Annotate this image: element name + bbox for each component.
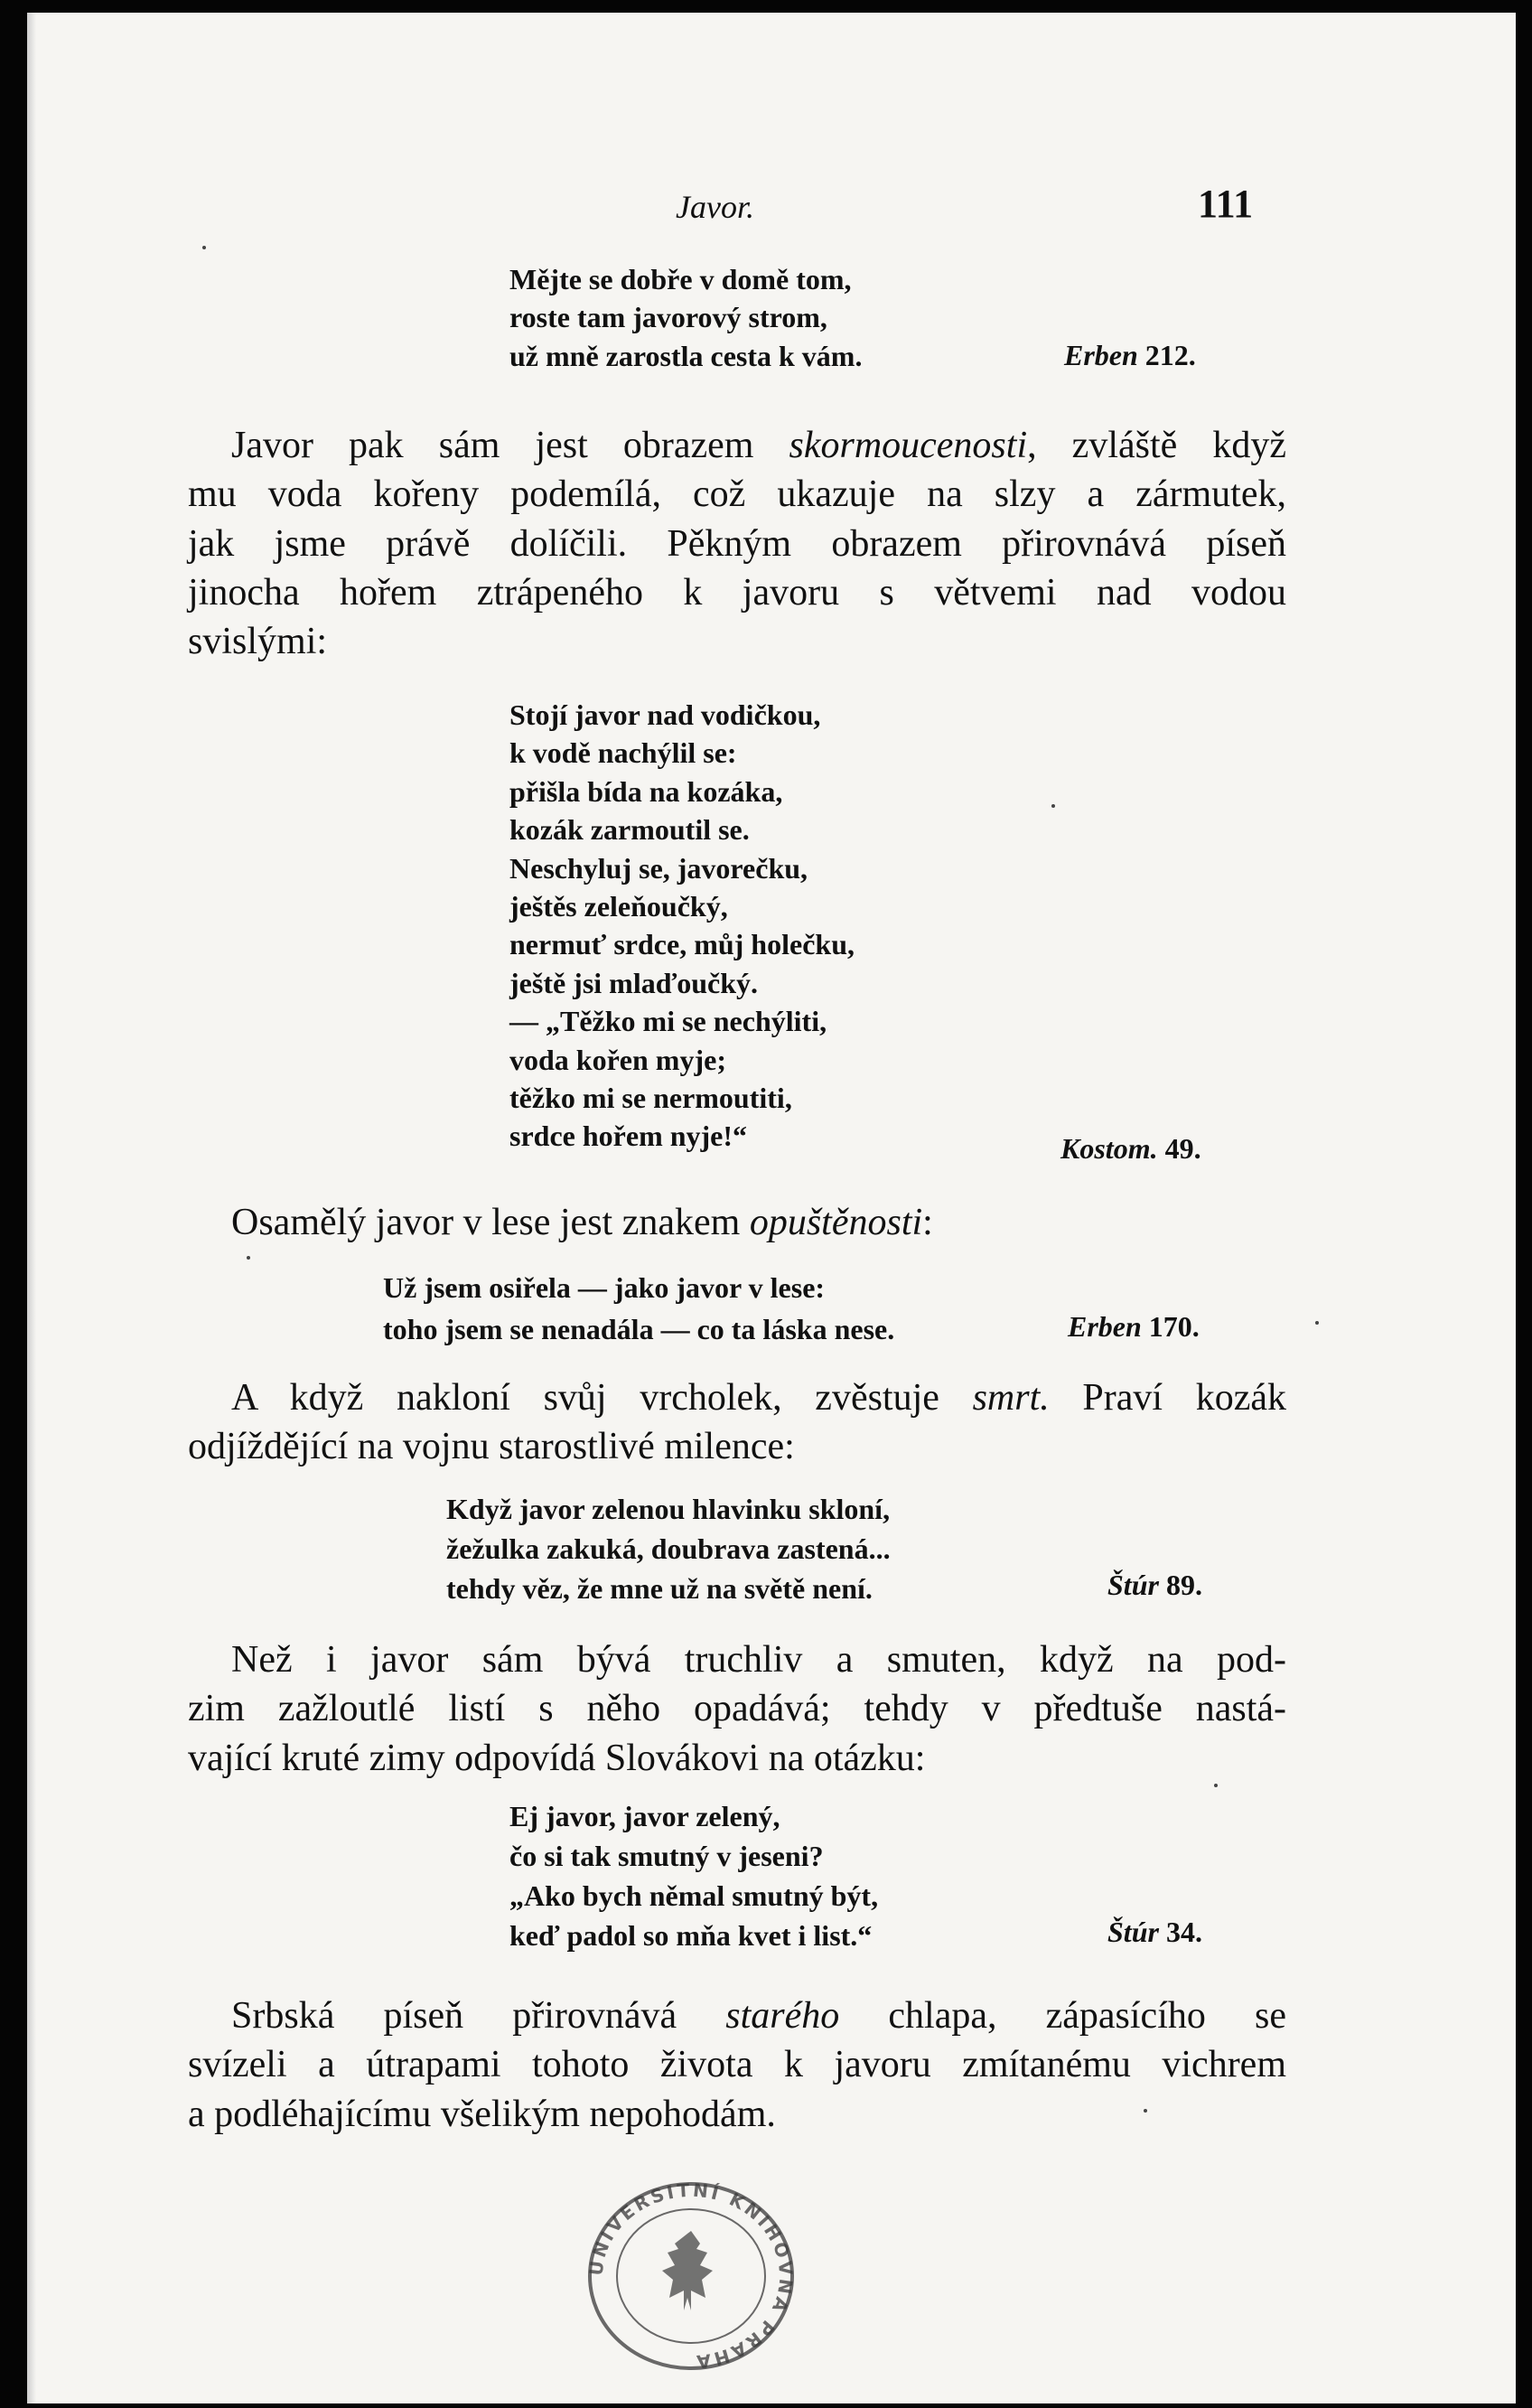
paragraph bbox=[188, 1373, 1286, 1472]
source-author: Štúr bbox=[1107, 1916, 1159, 1948]
page-number: 111 bbox=[1198, 182, 1254, 226]
verse-line: Už jsem osiřela — jako javor v lese: bbox=[383, 1271, 826, 1304]
verse-source bbox=[1068, 1310, 1200, 1344]
paragraph bbox=[188, 1198, 1286, 1247]
verse-line: Mějte se dobře v domě tom, bbox=[509, 263, 852, 295]
paragraph-line: Osamělý javor v lese jest znakem opuštěnosti: bbox=[231, 1202, 933, 1243]
library-stamp bbox=[578, 2177, 804, 2375]
paragraph-line: jinocha hořem ztrápeného k javoru s větvemi nad vodou bbox=[188, 571, 1286, 614]
paragraph-line: Javor pak sám jest obrazem skormoucenosti, zvláště když bbox=[231, 425, 1286, 466]
book-page bbox=[27, 13, 1516, 2403]
emphasis: starého bbox=[725, 1995, 840, 2037]
paragraph-line: svízeli a útrapami tohoto života k javoru zmítanému vichrem bbox=[188, 2044, 1286, 2086]
paragraph bbox=[188, 1991, 1286, 2139]
source-number: 89. bbox=[1165, 1569, 1202, 1601]
running-header bbox=[27, 181, 1516, 235]
verse-line: ještě jsi mlaďoučký. bbox=[509, 966, 758, 999]
page-edge-shadow bbox=[27, 13, 36, 2403]
scan-speck bbox=[1214, 1784, 1218, 1787]
scan-speck bbox=[1051, 804, 1055, 808]
verse-source bbox=[1060, 1132, 1201, 1166]
verse-source bbox=[1107, 1569, 1202, 1602]
verse-line: nermuť srdce, můj holečku, bbox=[509, 928, 855, 961]
paragraph-line: Srbská píseň přirovnává starého chlapa, zápasícího se bbox=[231, 1995, 1286, 2037]
source-number: 212. bbox=[1144, 339, 1196, 371]
scan-speck bbox=[1315, 1321, 1319, 1325]
paragraph-line: Než i javor sám bývá truchliv a smuten, když na pod- bbox=[231, 1639, 1286, 1681]
paragraph-line: svislými: bbox=[188, 621, 328, 663]
verse-block bbox=[509, 696, 855, 1156]
source-author: Erben bbox=[1064, 339, 1138, 371]
verse-line: keď padol so mňa kvet i list.“ bbox=[509, 1919, 873, 1952]
verse-line: srdce hořem nyje!“ bbox=[509, 1120, 748, 1153]
source-author: Erben bbox=[1068, 1310, 1142, 1343]
eagle-emblem-icon bbox=[662, 2231, 713, 2310]
paragraph-line: odjíždějící na vojnu starostlivé milence: bbox=[188, 1426, 795, 1468]
emphasis: skormoucenosti bbox=[789, 425, 1028, 466]
verse-line: „Ako bych němal smutný být, bbox=[509, 1879, 879, 1912]
source-number: 49. bbox=[1164, 1132, 1201, 1165]
emphasis: smrt. bbox=[972, 1377, 1050, 1419]
verse-line: toho jsem se nenadála — co ta láska nese. bbox=[383, 1313, 895, 1345]
verse-line: těžko mi se nermoutiti, bbox=[509, 1082, 792, 1115]
paragraph-line: a podléhajícímu všelikým nepohodám. bbox=[188, 2093, 776, 2135]
paragraph bbox=[188, 1635, 1286, 1783]
source-author: Kostom. bbox=[1060, 1132, 1158, 1165]
verse-source bbox=[1064, 339, 1196, 372]
verse-line: kozák zarmoutil se. bbox=[509, 813, 750, 847]
verse-line: Neschyluj se, javorečku, bbox=[509, 851, 808, 885]
verse-line: Když javor zelenou hlavinku skloní, bbox=[446, 1493, 891, 1525]
scan-speck bbox=[247, 1256, 250, 1260]
verse-line: — „Těžko mi se nechýliti, bbox=[509, 1005, 827, 1038]
verse-line: voda kořen myje; bbox=[509, 1043, 726, 1076]
scan-speck bbox=[202, 246, 206, 249]
paragraph-line: A když nakloní svůj vrcholek, zvěstuje smrt. Praví kozák bbox=[231, 1377, 1286, 1419]
verse-line: už mně zarostla cesta k vám. bbox=[509, 339, 863, 372]
verse-block bbox=[383, 1267, 894, 1350]
verse-source bbox=[1107, 1916, 1202, 1949]
verse-line: ještěs zeleňoučký, bbox=[509, 890, 728, 923]
verse-block bbox=[446, 1489, 891, 1608]
scan-speck bbox=[1144, 2109, 1147, 2113]
verse-line: žežulka zakuká, doubrava zastená... bbox=[446, 1532, 891, 1565]
source-number: 170. bbox=[1148, 1310, 1200, 1343]
verse-line: Ej javor, javor zelený, bbox=[509, 1800, 780, 1832]
emphasis: opuštěnosti bbox=[749, 1202, 923, 1243]
verse-line: přišla bída na kozáka, bbox=[509, 774, 783, 808]
paragraph bbox=[188, 421, 1286, 666]
paragraph-line: mu voda kořeny podemílá, což ukazuje na slzy a zármutek, bbox=[188, 473, 1286, 516]
verse-block bbox=[509, 260, 862, 375]
source-number: 34. bbox=[1165, 1916, 1202, 1948]
verse-line: roste tam javorový strom, bbox=[509, 301, 827, 334]
verse-line: čo si tak smutný v jeseni? bbox=[509, 1840, 824, 1872]
running-title: Javor. bbox=[676, 189, 754, 225]
source-author: Štúr bbox=[1107, 1569, 1159, 1601]
verse-line: k vodě nachýlil se: bbox=[509, 736, 737, 770]
verse-line: tehdy věz, že mne už na světě není. bbox=[446, 1572, 873, 1605]
paragraph-line: vající kruté zimy odpovídá Slovákovi na otázku: bbox=[188, 1737, 926, 1779]
verse-block bbox=[509, 1796, 878, 1955]
paragraph-line: zim zažloutlé listí s něho opadává; tehdy v předtuše nastá- bbox=[188, 1688, 1286, 1730]
stamp-text: UNIVERSITNÍ KNIHOVNA PRAHA bbox=[584, 2178, 798, 2374]
verse-line: Stojí javor nad vodičkou, bbox=[509, 698, 821, 731]
paragraph-line: jak jsme právě dolíčili. Pěkným obrazem přirovnává píseň bbox=[188, 522, 1286, 565]
